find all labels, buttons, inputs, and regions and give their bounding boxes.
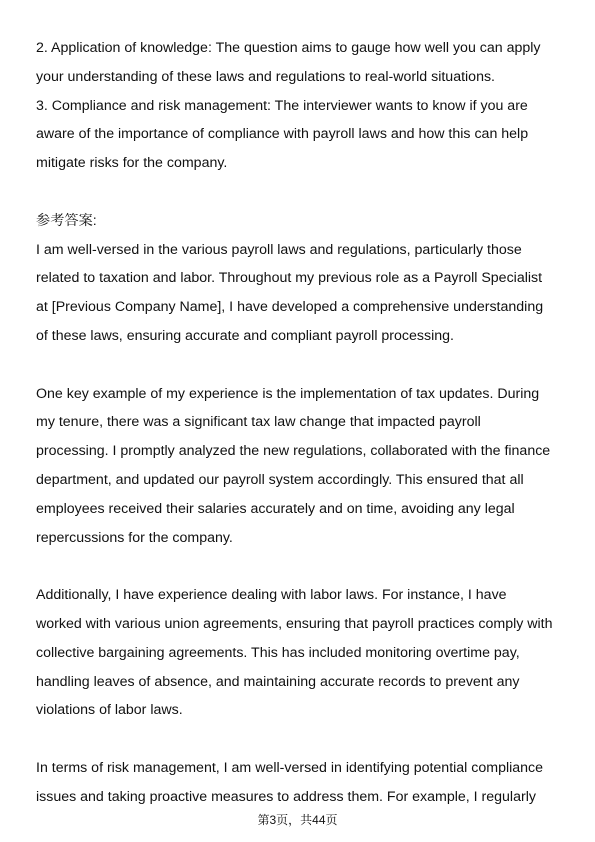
text-line: employees received their salaries accurately and on time, avoiding any legal xyxy=(36,500,515,517)
text-line: my tenure, there was a significant tax law change that impacted payroll xyxy=(36,414,481,431)
text-line: your understanding of these laws and regulations to real-world situations. xyxy=(36,68,495,85)
text-line: handling leaves of absence, and maintaining accurate records to prevent any xyxy=(36,673,520,690)
document-body xyxy=(36,34,566,812)
paragraph-risk-management xyxy=(36,754,566,812)
page-number-footer: 第3页，共44页 xyxy=(257,813,338,827)
text-line: I am well-versed in the various payroll laws and regulations, particularly those xyxy=(36,241,522,258)
paragraph-gap xyxy=(36,725,566,754)
paragraph-question-points xyxy=(36,34,566,178)
text-line: collective bargaining agreements. This has included monitoring overtime pay, xyxy=(36,644,520,661)
paragraph-reference-answer xyxy=(36,207,566,351)
text-line: related to taxation and labor. Throughout my previous role as a Payroll Specialist xyxy=(36,270,543,287)
paragraph-gap xyxy=(36,351,566,380)
text-line: of these laws, ensuring accurate and compliant payroll processing. xyxy=(36,327,454,344)
paragraph-tax-updates xyxy=(36,380,566,553)
text-line: department, and updated our payroll system accordingly. This ensured that all xyxy=(36,471,524,488)
text-line: aware of the importance of compliance with payroll laws and how this can help xyxy=(36,126,529,143)
text-line: at [Previous Company Name], I have developed a comprehensive understanding xyxy=(36,299,544,316)
reference-answer-heading: 参考答案: xyxy=(36,212,97,229)
text-line: worked with various union agreements, ensuring that payroll practices comply with xyxy=(36,615,553,632)
text-line: In terms of risk management, I am well-versed in identifying potential compliance xyxy=(36,759,544,776)
text-line: One key example of my experience is the implementation of tax updates. During xyxy=(36,385,540,402)
text-line: repercussions for the company. xyxy=(36,529,233,546)
text-line: 3. Compliance and risk management: The interviewer wants to know if you are xyxy=(36,97,528,114)
text-line: processing. I promptly analyzed the new regulations, collaborated with the finance xyxy=(36,443,551,460)
paragraph-labor-laws xyxy=(36,581,566,725)
text-line: Additionally, I have experience dealing with labor laws. For instance, I have xyxy=(36,587,507,604)
text-line: violations of labor laws. xyxy=(36,702,183,719)
text-line: 2. Application of knowledge: The question aims to gauge how well you can apply xyxy=(36,40,541,56)
paragraph-gap xyxy=(36,178,566,207)
text-line: issues and taking proactive measures to address them. For example, I regularly xyxy=(36,788,536,805)
paragraph-gap xyxy=(36,552,566,581)
text-line: mitigate risks for the company. xyxy=(36,155,228,172)
